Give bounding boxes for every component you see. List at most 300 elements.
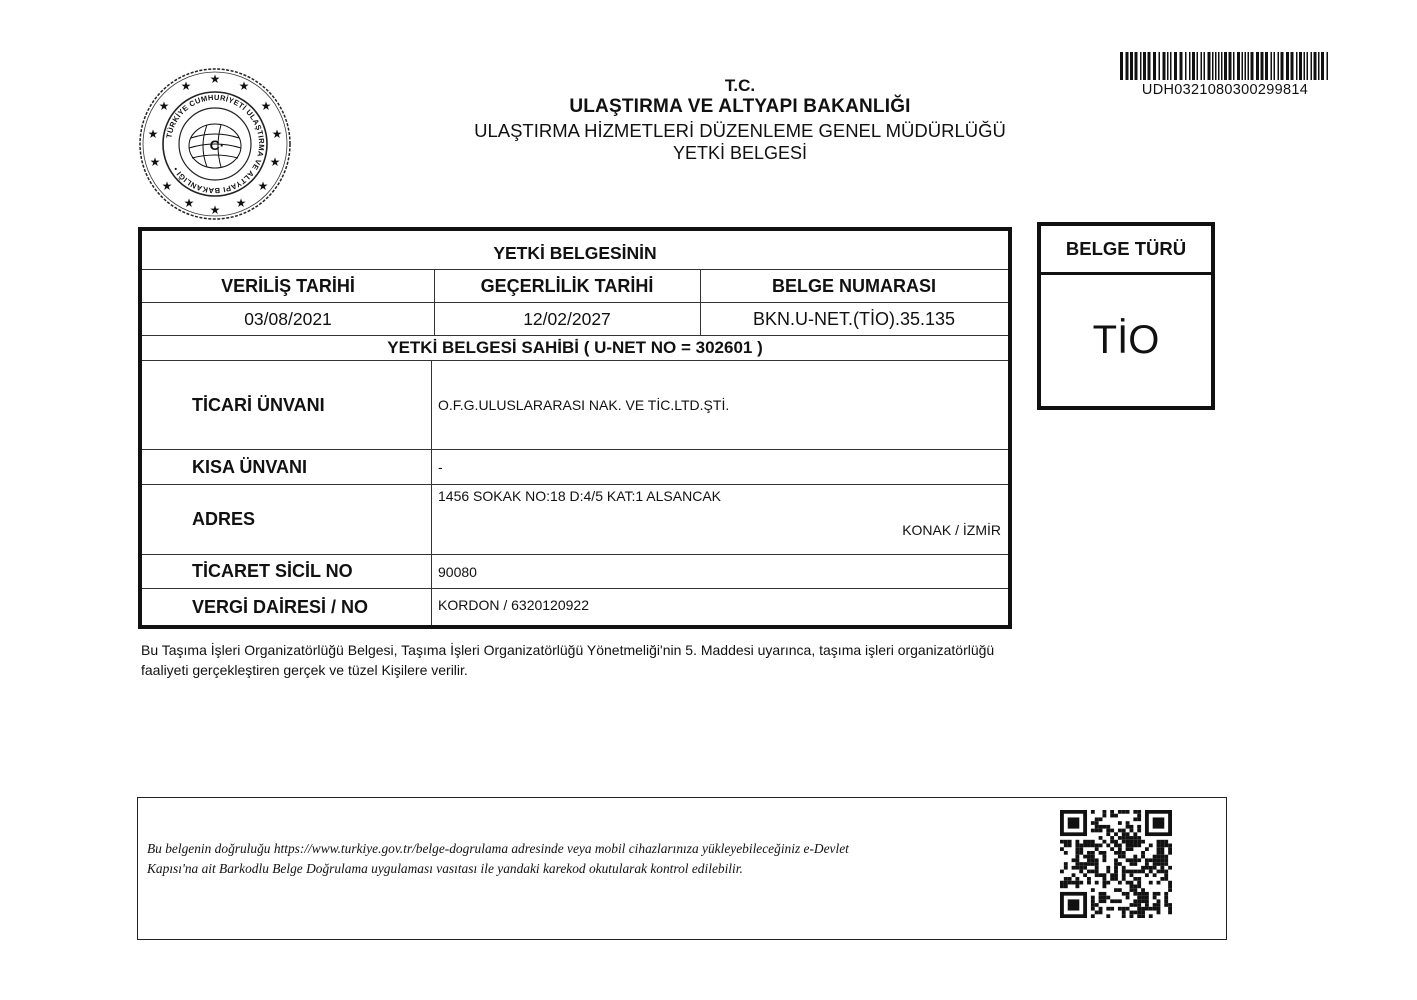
- qr-module: [1060, 870, 1064, 874]
- qr-module: [1157, 903, 1161, 907]
- qr-module: [1079, 851, 1083, 855]
- svg-text:★: ★: [161, 179, 173, 193]
- barcode-bar: [1153, 52, 1156, 80]
- qr-module: [1075, 847, 1079, 851]
- qr-module: [1075, 862, 1079, 866]
- qr-module: [1091, 840, 1095, 844]
- barcode-bar: [1256, 52, 1259, 80]
- barcode-bar: [1314, 52, 1317, 80]
- qr-module: [1102, 881, 1106, 885]
- qr-module: [1122, 892, 1126, 896]
- qr-module: [1130, 881, 1134, 885]
- qr-module: [1137, 896, 1141, 900]
- qr-module: [1118, 847, 1122, 851]
- qr-module: [1133, 903, 1137, 907]
- barcode-bar: [1242, 52, 1244, 80]
- barcode-bar: [1170, 52, 1172, 80]
- qr-module: [1114, 888, 1118, 892]
- qr-module: [1137, 881, 1141, 885]
- qr-module: [1122, 873, 1126, 877]
- qr-module: [1095, 817, 1099, 821]
- qr-module: [1095, 903, 1099, 907]
- qr-module: [1157, 892, 1161, 896]
- svg-text:★: ★: [257, 179, 269, 193]
- barcode-bar: [1135, 52, 1138, 80]
- qr-module: [1106, 829, 1110, 833]
- qr-module: [1149, 907, 1153, 911]
- qr-module: [1118, 836, 1122, 840]
- qr-module: [1130, 829, 1134, 833]
- qr-module: [1072, 866, 1076, 870]
- qr-module: [1130, 903, 1134, 907]
- qr-module: [1137, 884, 1141, 888]
- qr-module: [1141, 870, 1145, 874]
- qr-module: [1091, 907, 1095, 911]
- qr-module: [1087, 851, 1091, 855]
- qr-module: [1126, 810, 1130, 814]
- qr-module: [1106, 870, 1110, 874]
- qr-module: [1079, 847, 1083, 851]
- section-title: YETKİ BELGESİNİN: [493, 242, 657, 263]
- qr-module: [1164, 858, 1168, 862]
- qr-module: [1099, 911, 1103, 915]
- qr-module: [1122, 907, 1126, 911]
- qr-module: [1110, 840, 1114, 844]
- qr-module: [1157, 881, 1161, 885]
- barcode-bar: [1218, 52, 1220, 80]
- qr-module: [1099, 851, 1103, 855]
- qr-module: [1133, 862, 1137, 866]
- qr-module: [1075, 851, 1079, 855]
- qr-module: [1064, 844, 1068, 848]
- qr-module: [1118, 829, 1122, 833]
- qr-module: [1160, 844, 1164, 848]
- qr-module: [1087, 858, 1091, 862]
- qr-module: [1133, 832, 1137, 836]
- qr-module: [1137, 911, 1141, 915]
- barcode-bar: [1212, 52, 1214, 80]
- qr-module: [1091, 896, 1095, 900]
- qr-module: [1157, 840, 1161, 844]
- barcode-bar: [1251, 52, 1254, 80]
- document-number-value: BKN.U-NET.(TİO).35.135: [752, 308, 956, 329]
- barcode-bar: [1311, 52, 1313, 80]
- qr-module: [1072, 873, 1076, 877]
- qr-module: [1091, 821, 1095, 825]
- qr-module: [1137, 870, 1141, 874]
- qr-module: [1102, 851, 1106, 855]
- qr-module: [1149, 881, 1153, 885]
- barcode-bar: [1185, 52, 1187, 80]
- qr-finder-core: [1068, 899, 1080, 910]
- column-header-document-number: BELGE NUMARASI: [771, 275, 936, 296]
- qr-module: [1133, 836, 1137, 840]
- verification-text: [147, 839, 1027, 879]
- qr-module: [1091, 862, 1095, 866]
- field-value-short-name: -: [438, 459, 443, 475]
- qr-module: [1091, 810, 1095, 814]
- barcode-bar: [1159, 52, 1161, 80]
- qr-module: [1160, 840, 1164, 844]
- qr-module: [1102, 858, 1106, 862]
- svg-text:★: ★: [269, 155, 281, 169]
- qr-module: [1102, 899, 1106, 903]
- barcode-bar: [1248, 52, 1250, 80]
- qr-module: [1149, 914, 1153, 918]
- qr-module: [1099, 844, 1103, 848]
- field-row-trade-name: [142, 361, 1008, 450]
- qr-module: [1126, 881, 1130, 885]
- header-state: T.C.: [724, 76, 756, 95]
- qr-module: [1091, 858, 1095, 862]
- qr-module: [1145, 847, 1149, 851]
- qr-module: [1106, 832, 1110, 836]
- document-type-value: TİO: [1092, 318, 1160, 362]
- qr-module: [1164, 892, 1168, 896]
- svg-text:★: ★: [209, 72, 221, 86]
- qr-module: [1160, 870, 1164, 874]
- qr-module: [1091, 899, 1095, 903]
- qr-module: [1168, 907, 1172, 911]
- qr-module: [1153, 855, 1157, 859]
- qr-module: [1079, 881, 1083, 885]
- qr-module: [1160, 855, 1164, 859]
- qr-module: [1130, 840, 1134, 844]
- qr-module: [1133, 899, 1137, 903]
- qr-module: [1114, 866, 1118, 870]
- qr-module: [1102, 840, 1106, 844]
- qr-module: [1141, 888, 1145, 892]
- qr-module: [1114, 840, 1118, 844]
- qr-module: [1126, 858, 1130, 862]
- qr-module: [1137, 825, 1141, 829]
- barcode-bar: [1167, 52, 1169, 80]
- qr-module: [1099, 896, 1103, 900]
- qr-module: [1130, 836, 1134, 840]
- qr-module: [1160, 866, 1164, 870]
- qr-module: [1133, 911, 1137, 915]
- qr-module: [1091, 870, 1095, 874]
- field-value-trade-name: O.F.G.ULUSLARARASI NAK. VE TİC.LTD.ŞTİ.: [438, 397, 730, 413]
- legal-note: Bu Taşıma İşleri Organizatörlüğü Belgesi, Taşıma İşleri Organizatörlüğü Yönetmeliği'nin 5. Maddesi uyarınca, taşıma işleri organizatörlüğü faaliyeti gerçekleştiren gerçek ve tüzel Kişilere verilir.: [141, 642, 995, 678]
- field-row-tax-office: [142, 589, 1008, 625]
- qr-module: [1164, 903, 1168, 907]
- barcode-bar: [1163, 52, 1166, 80]
- barcode-bar: [1192, 52, 1195, 80]
- validity-date-value: 12/02/2027: [523, 308, 611, 329]
- barcode-bar: [1180, 52, 1183, 80]
- qr-module: [1164, 896, 1168, 900]
- barcode-bar: [1237, 52, 1240, 80]
- qr-module: [1102, 896, 1106, 900]
- svg-text:★: ★: [183, 196, 195, 210]
- qr-module: [1118, 881, 1122, 885]
- qr-module: [1102, 873, 1106, 877]
- qr-module: [1126, 847, 1130, 851]
- svg-text:★: ★: [260, 99, 272, 113]
- qr-module: [1122, 836, 1126, 840]
- qr-module: [1164, 899, 1168, 903]
- qr-module: [1122, 914, 1126, 918]
- qr-module: [1114, 899, 1118, 903]
- field-label-trade-name: TİCARİ ÜNVANI: [192, 394, 325, 415]
- qr-module: [1087, 862, 1091, 866]
- barcode-bar: [1120, 52, 1123, 80]
- barcode-bar: [1130, 52, 1133, 80]
- qr-module: [1064, 884, 1068, 888]
- qr-module: [1126, 836, 1130, 840]
- qr-module: [1114, 873, 1118, 877]
- qr-module: [1153, 896, 1157, 900]
- barcode-bar: [1299, 52, 1302, 80]
- qr-module: [1099, 825, 1103, 829]
- owner-title-row: [142, 336, 1008, 361]
- qr-module: [1068, 881, 1072, 885]
- barcode-bar: [1143, 52, 1146, 80]
- qr-module: [1118, 851, 1122, 855]
- svg-text:★: ★: [235, 196, 247, 210]
- qr-module: [1122, 851, 1126, 855]
- qr-module: [1095, 873, 1099, 877]
- qr-module: [1133, 858, 1137, 862]
- owner-title: YETKİ BELGESİ SAHİBİ ( U-NET NO = 302601 ): [387, 338, 763, 357]
- qr-module: [1114, 858, 1118, 862]
- qr-module: [1141, 914, 1145, 918]
- qr-module: [1114, 814, 1118, 818]
- document-type-box: [1037, 222, 1215, 410]
- qr-module: [1126, 907, 1130, 911]
- qr-module: [1122, 829, 1126, 833]
- barcode-bar: [1286, 52, 1289, 80]
- qr-module: [1106, 881, 1110, 885]
- field-row-address: [142, 485, 1008, 555]
- qr-module: [1075, 840, 1079, 844]
- qr-module: [1099, 829, 1103, 833]
- qr-module: [1137, 810, 1141, 814]
- qr-module: [1168, 884, 1172, 888]
- qr-module: [1110, 847, 1114, 851]
- barcode-bar: [1296, 52, 1298, 80]
- qr-module: [1087, 881, 1091, 885]
- qr-module: [1072, 858, 1076, 862]
- values-row: [142, 303, 1008, 336]
- qr-module: [1157, 899, 1161, 903]
- qr-module: [1114, 877, 1118, 881]
- qr-module: [1141, 899, 1145, 903]
- qr-module: [1130, 847, 1134, 851]
- qr-module: [1106, 907, 1110, 911]
- qr-module: [1106, 914, 1110, 918]
- qr-module: [1114, 844, 1118, 848]
- barcode-bar: [1140, 52, 1142, 80]
- qr-module: [1064, 866, 1068, 870]
- qr-module: [1133, 870, 1137, 874]
- barcode-bar: [1208, 52, 1211, 80]
- qr-module: [1064, 881, 1068, 885]
- qr-module: [1157, 855, 1161, 859]
- barcode-bar: [1261, 52, 1264, 80]
- qr-module: [1118, 821, 1122, 825]
- qr-module: [1137, 836, 1141, 840]
- qr-module: [1114, 851, 1118, 855]
- qr-module: [1149, 866, 1153, 870]
- qr-module: [1141, 892, 1145, 896]
- qr-module: [1157, 858, 1161, 862]
- qr-module: [1145, 907, 1149, 911]
- qr-module: [1122, 840, 1126, 844]
- qr-module: [1102, 825, 1106, 829]
- qr-module: [1145, 899, 1149, 903]
- qr-module: [1141, 866, 1145, 870]
- qr-module: [1137, 844, 1141, 848]
- svg-text:★: ★: [147, 127, 159, 141]
- barcode-bar: [1274, 52, 1276, 80]
- qr-module: [1122, 911, 1126, 915]
- barcode-bar: [1321, 52, 1324, 80]
- qr-module: [1168, 866, 1172, 870]
- qr-module: [1091, 903, 1095, 907]
- barcode-bar: [1327, 52, 1329, 80]
- verification-line-2: Kapısı'na ait Barkodlu Belge Doğrulama uygulaması vasıtası ile yandaki karekod okutularak kontrol edilebilir.: [147, 861, 743, 876]
- qr-module: [1122, 855, 1126, 859]
- qr-module: [1118, 855, 1122, 859]
- qr-module: [1083, 840, 1087, 844]
- qr-module: [1141, 855, 1145, 859]
- qr-module: [1110, 836, 1114, 840]
- qr-module: [1145, 858, 1149, 862]
- qr-module: [1137, 877, 1141, 881]
- qr-module: [1091, 914, 1095, 918]
- svg-text:★: ★: [238, 79, 250, 93]
- svg-text:TÜRKİYE CUMHURİYETİ ULAŞTIRMA: TÜRKİYE CUMHURİYETİ ULAŞTIRMA VE ALTYAPI BAKANLIĞI •: [164, 92, 267, 196]
- qr-module: [1157, 911, 1161, 915]
- column-header-row: [142, 270, 1008, 303]
- qr-module: [1133, 884, 1137, 888]
- qr-module: [1133, 817, 1137, 821]
- qr-module: [1091, 829, 1095, 833]
- qr-module: [1130, 870, 1134, 874]
- qr-module: [1087, 855, 1091, 859]
- qr-module: [1122, 870, 1126, 874]
- qr-module: [1095, 870, 1099, 874]
- qr-module: [1133, 892, 1137, 896]
- qr-module: [1160, 877, 1164, 881]
- barcode-bar: [1304, 52, 1306, 80]
- qr-module: [1141, 851, 1145, 855]
- qr-module: [1099, 899, 1103, 903]
- qr-module: [1130, 914, 1134, 918]
- qr-module: [1060, 884, 1064, 888]
- qr-module: [1102, 810, 1106, 814]
- qr-module: [1137, 840, 1141, 844]
- barcode-bar: [1265, 52, 1268, 80]
- qr-module: [1141, 840, 1145, 844]
- qr-module: [1095, 821, 1099, 825]
- qr-module: [1110, 810, 1114, 814]
- qr-module: [1114, 862, 1118, 866]
- barcode-bar: [1245, 52, 1247, 80]
- qr-module: [1060, 881, 1064, 885]
- ministry-seal-icon: [137, 66, 293, 222]
- qr-module: [1130, 862, 1134, 866]
- qr-module: [1137, 817, 1141, 821]
- document-title: YETKİ BELGESİ: [672, 143, 808, 163]
- qr-module: [1130, 825, 1134, 829]
- qr-module: [1153, 892, 1157, 896]
- svg-text:★: ★: [158, 99, 170, 113]
- qr-module: [1141, 907, 1145, 911]
- field-label-address: ADRES: [192, 509, 256, 529]
- qr-module: [1160, 851, 1164, 855]
- qr-module: [1137, 814, 1141, 818]
- qr-module: [1075, 866, 1079, 870]
- qr-module: [1064, 862, 1068, 866]
- qr-module: [1102, 814, 1106, 818]
- barcode-bar: [1278, 52, 1280, 80]
- qr-module: [1102, 855, 1106, 859]
- qr-module: [1149, 858, 1153, 862]
- qr-module: [1110, 907, 1114, 911]
- qr-module: [1130, 911, 1134, 915]
- qr-module: [1168, 903, 1172, 907]
- barcode-bar: [1148, 52, 1151, 80]
- qr-module: [1164, 844, 1168, 848]
- qr-module: [1075, 881, 1079, 885]
- qr-module: [1075, 877, 1079, 881]
- barcode-bar: [1189, 52, 1191, 80]
- header-ministry: ULAŞTIRMA VE ALTYAPI BAKANLIĞI: [569, 96, 911, 117]
- qr-module: [1072, 881, 1076, 885]
- qr-module: [1110, 829, 1114, 833]
- qr-module: [1095, 844, 1099, 848]
- qr-module: [1168, 888, 1172, 892]
- qr-module: [1141, 911, 1145, 915]
- barcode-bar: [1291, 52, 1294, 80]
- qr-module: [1114, 870, 1118, 874]
- field-value-address-line2: KONAK / İZMİR: [902, 522, 1001, 538]
- qr-module: [1060, 847, 1064, 851]
- qr-module: [1168, 844, 1172, 848]
- qr-module: [1122, 866, 1126, 870]
- qr-module: [1145, 892, 1149, 896]
- qr-module: [1091, 888, 1095, 892]
- barcode-bar: [1215, 52, 1217, 80]
- column-header-validity-date: GEÇERLİLİK TARİHİ: [480, 275, 654, 296]
- qr-module: [1130, 888, 1134, 892]
- qr-module: [1095, 858, 1099, 862]
- qr-module: [1145, 866, 1149, 870]
- barcode-bar: [1229, 52, 1232, 80]
- qr-module: [1095, 862, 1099, 866]
- svg-text:C·: C·: [209, 137, 225, 153]
- qr-finder-core: [1068, 817, 1080, 828]
- qr-module: [1083, 862, 1087, 866]
- qr-module: [1095, 911, 1099, 915]
- qr-module: [1083, 873, 1087, 877]
- qr-module: [1126, 892, 1130, 896]
- qr-module: [1130, 844, 1134, 848]
- qr-module: [1133, 877, 1137, 881]
- qr-module: [1083, 855, 1087, 859]
- qr-module: [1149, 870, 1153, 874]
- barcode-bar: [1307, 52, 1309, 80]
- qr-module: [1083, 844, 1087, 848]
- qr-module: [1168, 851, 1172, 855]
- qr-module: [1133, 888, 1137, 892]
- field-value-address-line1: 1456 SOKAK NO:18 D:4/5 KAT:1 ALSANCAK: [438, 488, 721, 504]
- qr-module: [1122, 877, 1126, 881]
- qr-module: [1095, 829, 1099, 833]
